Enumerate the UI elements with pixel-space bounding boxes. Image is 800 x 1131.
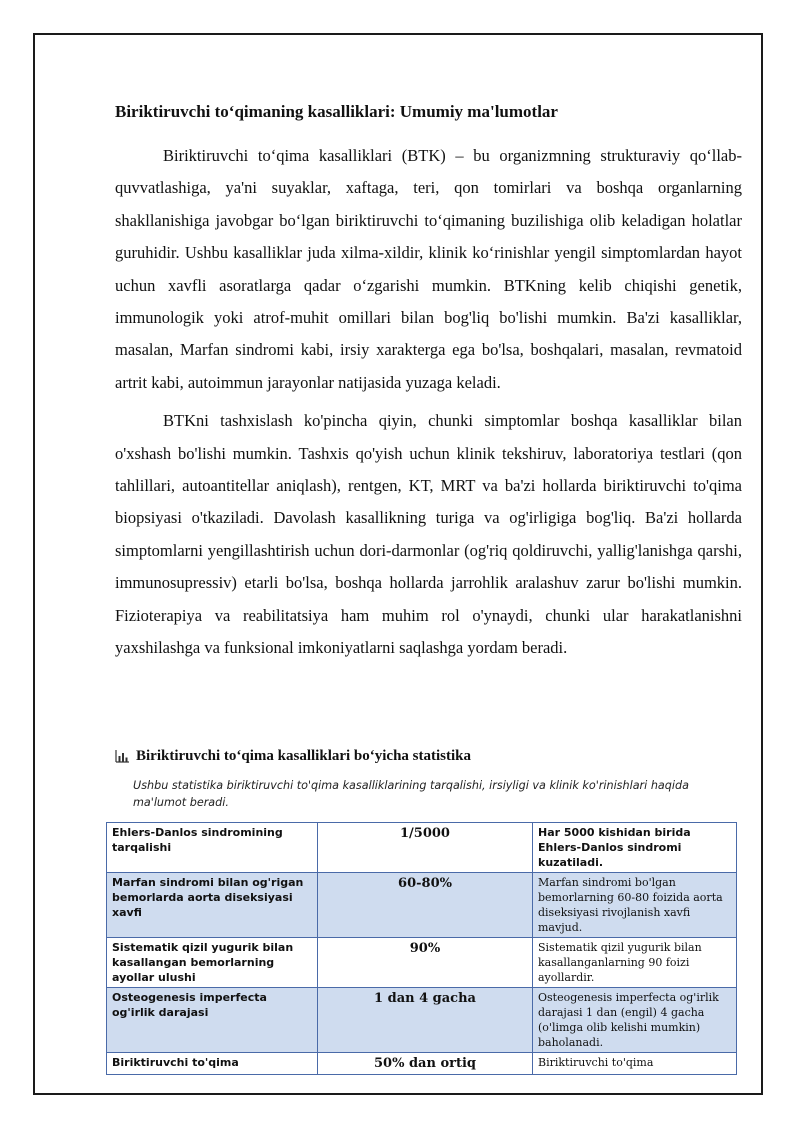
table-cell-name: Osteogenesis imperfecta og'irlik darajasi xyxy=(107,988,318,1053)
table-cell-note: Sistematik qizil yugurik bilan kasallanganlarning 90 foizi ayollardir. xyxy=(533,938,737,988)
statistics-heading-text: Biriktiruvchi to‘qima kasalliklari bo‘yicha statistika xyxy=(136,748,472,764)
table-cell-value: 1/5000 xyxy=(318,823,533,873)
table-cell-note: Har 5000 kishidan birida Ehlers-Danlos sindromi kuzatiladi. xyxy=(533,823,737,873)
statistics-description: Ushbu statistika biriktiruvchi to'qima kasalliklarining tarqalishi, irsiyligi va klinik ko'rinishlari haqida ma'lumot beradi. xyxy=(133,779,689,809)
paragraph-diagnosis: BTKni tashxislash ko'pincha qiyin, chunki simptomlar boshqa kasalliklar bilan o'xshash bo'lishi mumkin. Tashxis qo'yish uchun klinik tekshiruv, laboratoriya testlari (qon tahlillari, autoantitellar aniqlash), rentgen, KT, MRT va ba'zi hollarda biriktiruvchi to'qima biopsiyasi o'tkaziladi. Davolash kasallikning turiga va og'irligiga bog'liq. Ba'zi hollarda simptomlarni yengillashtirish uchun dori-darmonlar (og'riq qoldiruvchi, yallig'lanishga qarshi, immunosupressiv) etarli bo'lsa, boshqa hollarda jarrohlik aralashuv zarur bo'lishi mumkin. Fizioterapiya va reabilitatsiya ham muhim rol o'ynaydi, chunki ular harakatlanishni yaxshilashga va funksional imkoniyatlarni saqlashga yordam beradi. xyxy=(115,411,742,658)
table-cell-value: 50% dan ortiq xyxy=(318,1053,533,1075)
statistics-heading xyxy=(115,748,471,765)
table-cell-note: Osteogenesis imperfecta og'irlik darajasi 1 dan (engil) 4 gacha (o'limga olib kelishi mumkin) baholanadi. xyxy=(533,988,737,1053)
document-title: Biriktiruvchi to‘qimaning kasalliklari: Umumiy ma'lumotlar xyxy=(115,102,558,121)
table-cell-note: Biriktiruvchi to'qima xyxy=(533,1053,737,1075)
table-cell-name: Sistematik qizil yugurik bilan kasallangan bemorlarning ayollar ulushi xyxy=(107,938,318,988)
table-row xyxy=(107,823,737,873)
statistics-table xyxy=(106,822,737,1075)
table-row xyxy=(107,988,737,1053)
table-cell-note: Marfan sindromi bo'lgan bemorlarning 60-80 foizida aorta diseksiyasi rivojlanish xavfi mavjud. xyxy=(533,873,737,938)
document-body xyxy=(115,98,742,671)
bar-chart-icon xyxy=(115,750,129,763)
table-cell-name: Ehlers-Danlos sindromining tarqalishi xyxy=(107,823,318,873)
table-cell-name: Marfan sindromi bilan og'rigan bemorlarda aorta diseksiyasi xavfi xyxy=(107,873,318,938)
table-row xyxy=(107,1053,737,1075)
table-cell-value: 90% xyxy=(318,938,533,988)
paragraph-intro: Biriktiruvchi to‘qima kasalliklari (BTK) – bu organizmning strukturaviy qo‘llab-quvvatlashiga, ya'ni suyaklar, xaftaga, teri, qon tomirlari va boshqa organlarning shakllanishiga javobgar bo‘lgan biriktiruvchi to‘qimaning buzilishiga olib keladigan holatlar guruhidir. Ushbu kasalliklar juda xilma-xildir, klinik ko‘rinishlar yengil simptomlardan hayot uchun xavfli asoratlarga qadar o‘zgarishi mumkin. BTKning kelib chiqishi genetik, immunologik yoki atrof-muhit omillari bilan bog'liq bo'lishi mumkin. Ba'zi kasalliklar, masalan, Marfan sindromi kabi, irsiy xarakterga ega bo'lsa, boshqalari, masalan, revmatoid artrit kabi, autoimmun jarayonlar natijasida yuzaga keladi. xyxy=(115,146,742,392)
table-row xyxy=(107,938,737,988)
table-row xyxy=(107,873,737,938)
table-cell-value: 60-80% xyxy=(318,873,533,938)
table-cell-name: Biriktiruvchi to'qima xyxy=(107,1053,318,1075)
table-cell-value: 1 dan 4 gacha xyxy=(318,988,533,1053)
